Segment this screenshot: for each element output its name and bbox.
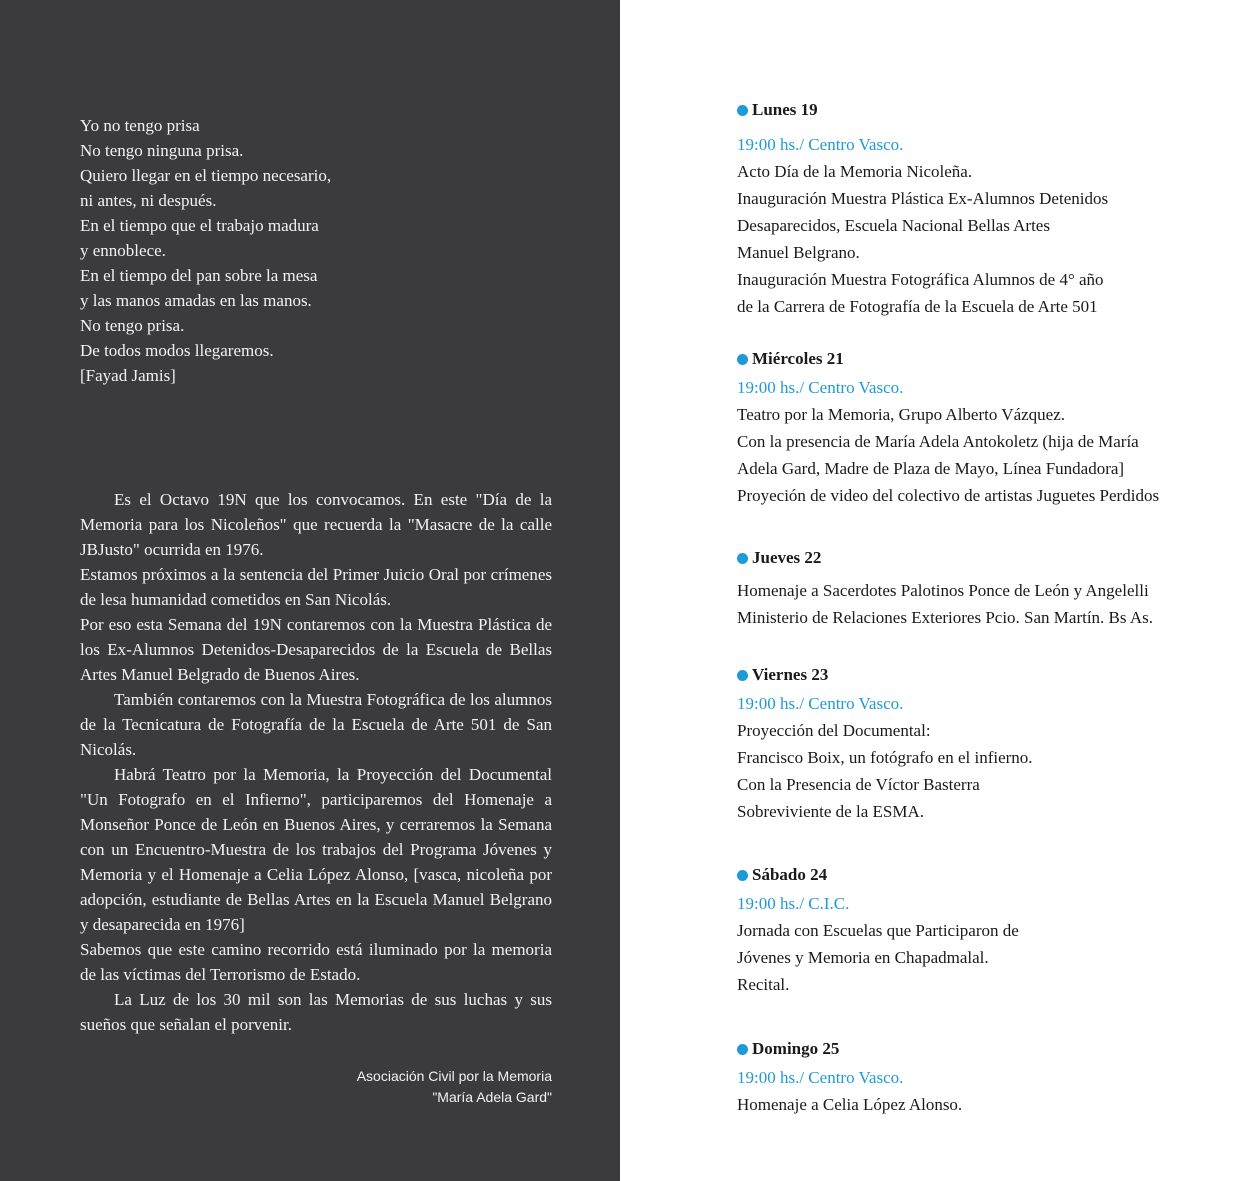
event-line: Con la presencia de María Adela Antokoletz (hija de María: [737, 432, 1139, 451]
event-line: Jornada con Escuelas que Participaron de: [737, 921, 1019, 940]
event-line: Inauguración Muestra Fotográfica Alumnos de 4° año: [737, 270, 1104, 289]
poem-line: No tengo prisa.: [80, 316, 185, 335]
schedule-day-sabado: [737, 864, 1217, 998]
event-time: 19:00 hs./ Centro Vasco.: [737, 1068, 904, 1087]
event-line: Teatro por la Memoria, Grupo Alberto Vázquez.: [737, 405, 1065, 424]
bullet-dot-icon: [737, 1044, 748, 1055]
bullet-dot-icon: [737, 670, 748, 681]
schedule-day-viernes: [737, 664, 1217, 825]
event-line: de la Carrera de Fotografía de la Escuela de Arte 501: [737, 297, 1098, 316]
event-line: Desaparecidos, Escuela Nacional Bellas Artes: [737, 216, 1050, 235]
event-description: [737, 158, 1217, 320]
event-line: Acto Día de la Memoria Nicoleña.: [737, 162, 973, 181]
event-description: [737, 577, 1217, 631]
schedule-day-lunes: [737, 99, 1217, 320]
poem-line: No tengo ninguna prisa.: [80, 141, 244, 160]
day-title: Miércoles 21: [752, 349, 844, 368]
event-line: Homenaje a Sacerdotes Palotinos Ponce de León y Angelelli: [737, 581, 1149, 600]
letter-paragraph: La Luz de los 30 mil son las Memorias de sus luchas y sus sueños que señalan el porvenir.: [80, 990, 552, 1034]
letter-paragraph: Sabemos que este camino recorrido está iluminado por la memoria de las víctimas del Terrorismo de Estado.: [80, 940, 552, 984]
signature: [300, 1066, 552, 1108]
poem-line: ni antes, ni después.: [80, 191, 217, 210]
poem: [80, 113, 560, 388]
poem-line: De todos modos llegaremos.: [80, 341, 274, 360]
day-title: Viernes 23: [752, 665, 829, 684]
letter-paragraph: Por eso esta Semana del 19N contaremos con la Muestra Plástica de los Ex-Alumnos Detenidos-Desaparecidos de la Escuela de Bellas Artes Manuel Belgrado de Buenos Aires.: [80, 615, 552, 684]
event-line: Con la Presencia de Víctor Basterra: [737, 775, 980, 794]
event-line: Ministerio de Relaciones Exteriores Pcio. San Martín. Bs As.: [737, 608, 1153, 627]
poem-line: En el tiempo del pan sobre la mesa: [80, 266, 318, 285]
day-title: Sábado 24: [752, 865, 828, 884]
bullet-dot-icon: [737, 105, 748, 116]
bullet-dot-icon: [737, 870, 748, 881]
event-line: Sobreviviente de la ESMA.: [737, 802, 924, 821]
letter-paragraph: Habrá Teatro por la Memoria, la Proyección del Documental "Un Fotografo en el Infierno", participaremos del Homenaje a Monseñor Ponce de León en Buenos Aires, y cerraremos la Semana con un Encuentro-Muestra de los trabajos del Programa Jóvenes y Memoria y el Homenaje a Celia López Alonso, [vasca, nicoleña por adopción, estudiante de Bellas Artes en la Escuela Manuel Belgrano y desaparecida en 1976]: [80, 765, 552, 934]
event-line: Proyeción de video del colectivo de artistas Juguetes Perdidos: [737, 486, 1160, 505]
event-description: [737, 1091, 1217, 1118]
schedule-day-jueves: [737, 547, 1217, 631]
day-title: Lunes 19: [752, 100, 818, 119]
signature-organization: Asociación Civil por la Memoria: [356, 1068, 552, 1084]
event-time: 19:00 hs./ C.I.C.: [737, 894, 850, 913]
event-line: Inauguración Muestra Plástica Ex-Alumnos Detenidos: [737, 189, 1109, 208]
poem-line: En el tiempo que el trabajo madura: [80, 216, 319, 235]
letter-text: [80, 487, 552, 1037]
event-line: Recital.: [737, 975, 790, 994]
poem-line: Yo no tengo prisa: [80, 116, 200, 135]
event-line: Homenaje a Celia López Alonso.: [737, 1095, 963, 1114]
event-line: Manuel Belgrano.: [737, 243, 860, 262]
right-panel: [620, 0, 1240, 1181]
letter-paragraph: También contaremos con la Muestra Fotográfica de los alumnos de la Tecnicatura de Fotografía de la Escuela de Arte 501 de San Nicolás.: [80, 690, 552, 759]
bullet-dot-icon: [737, 553, 748, 564]
event-line: Adela Gard, Madre de Plaza de Mayo, Línea Fundadora]: [737, 459, 1125, 478]
poem-line: Quiero llegar en el tiempo necesario,: [80, 166, 332, 185]
letter-paragraph: Estamos próximos a la sentencia del Primer Juicio Oral por crímenes de lesa humanidad cometidos en San Nicolás.: [80, 565, 552, 609]
day-title: Domingo 25: [752, 1039, 840, 1058]
event-time: 19:00 hs./ Centro Vasco.: [737, 378, 904, 397]
event-line: Francisco Boix, un fotógrafo en el infierno.: [737, 748, 1033, 767]
event-time: 19:00 hs./ Centro Vasco.: [737, 135, 904, 154]
signature-name: "María Adela Gard": [432, 1089, 552, 1105]
bullet-dot-icon: [737, 354, 748, 365]
schedule-day-domingo: [737, 1038, 1217, 1118]
schedule-day-miercoles: [737, 348, 1217, 509]
event-description: [737, 917, 1217, 998]
poem-line: y ennoblece.: [80, 241, 166, 260]
event-description: [737, 717, 1217, 825]
day-title: Jueves 22: [752, 548, 822, 567]
poem-line: y las manos amadas en las manos.: [80, 291, 312, 310]
event-time: 19:00 hs./ Centro Vasco.: [737, 694, 904, 713]
event-line: Proyección del Documental:: [737, 721, 931, 740]
event-line: Jóvenes y Memoria en Chapadmalal.: [737, 948, 989, 967]
poem-author: [Fayad Jamis]: [80, 366, 176, 385]
event-description: [737, 401, 1217, 509]
letter-paragraph: Es el Octavo 19N que los convocamos. En este "Día de la Memoria para los Nicoleños" que recuerda la "Masacre de la calle JBJusto" ocurrida en 1976.: [80, 490, 552, 559]
